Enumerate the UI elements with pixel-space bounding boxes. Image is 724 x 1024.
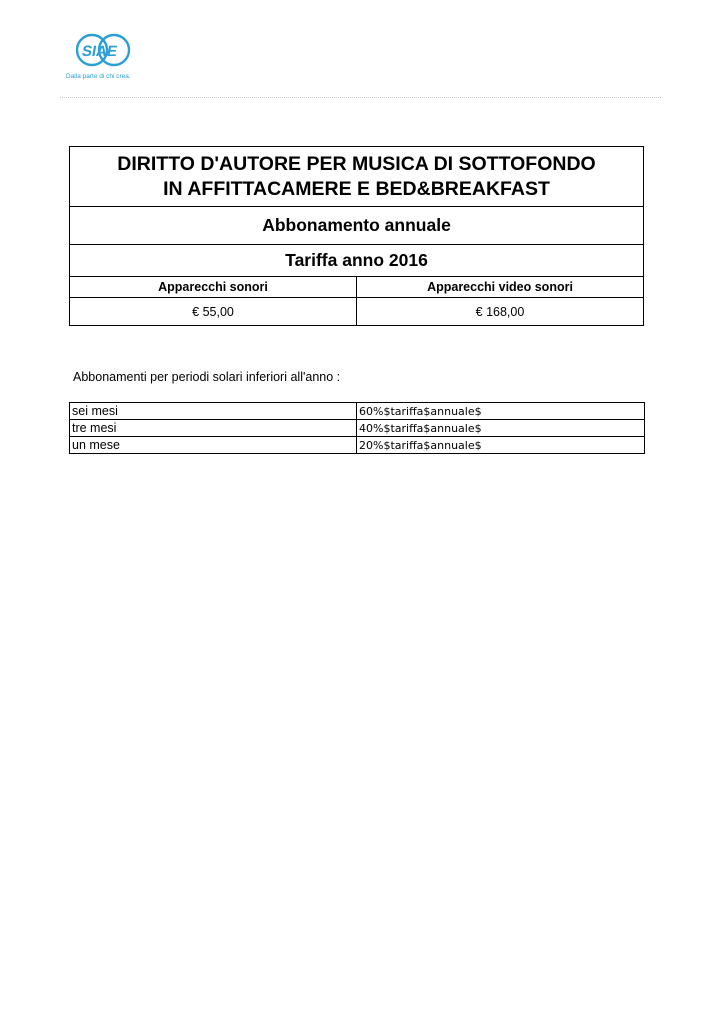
header-divider	[60, 97, 661, 98]
column-header-audio: Apparecchi sonori	[70, 277, 357, 298]
column-header-video: Apparecchi video sonori	[357, 277, 644, 298]
period-label: sei mesi	[70, 403, 357, 420]
tariff-table	[69, 146, 644, 326]
title-line-1: DIRITTO D'AUTORE PER MUSICA DI SOTTOFONDO	[117, 152, 596, 175]
price-video: € 168,00	[357, 298, 644, 326]
period-value: 60%$tariffa$annuale$	[357, 403, 645, 420]
siae-logo-mark	[76, 32, 132, 72]
subscription-type: Abbonamento annuale	[70, 207, 644, 245]
periods-table	[69, 402, 645, 454]
rate-year: Tariffa anno 2016	[70, 245, 644, 277]
period-label: un mese	[70, 437, 357, 454]
period-value: 40%$tariffa$annuale$	[357, 420, 645, 437]
table-row	[70, 420, 645, 437]
table-row	[70, 437, 645, 454]
document-title	[70, 147, 644, 207]
title-line-2: IN AFFITTACAMERE E BED&BREAKFAST	[163, 177, 550, 200]
periods-note: Abbonamenti per periodi solari inferiori all'anno :	[73, 370, 341, 384]
logo-tagline: Dalla parte di chi crea.	[66, 73, 131, 80]
period-value: 20%$tariffa$annuale$	[357, 437, 645, 454]
period-label: tre mesi	[70, 420, 357, 437]
svg-text:SIAE: SIAE	[80, 43, 119, 60]
table-row	[70, 403, 645, 420]
price-audio: € 55,00	[70, 298, 357, 326]
siae-logo	[66, 32, 176, 84]
